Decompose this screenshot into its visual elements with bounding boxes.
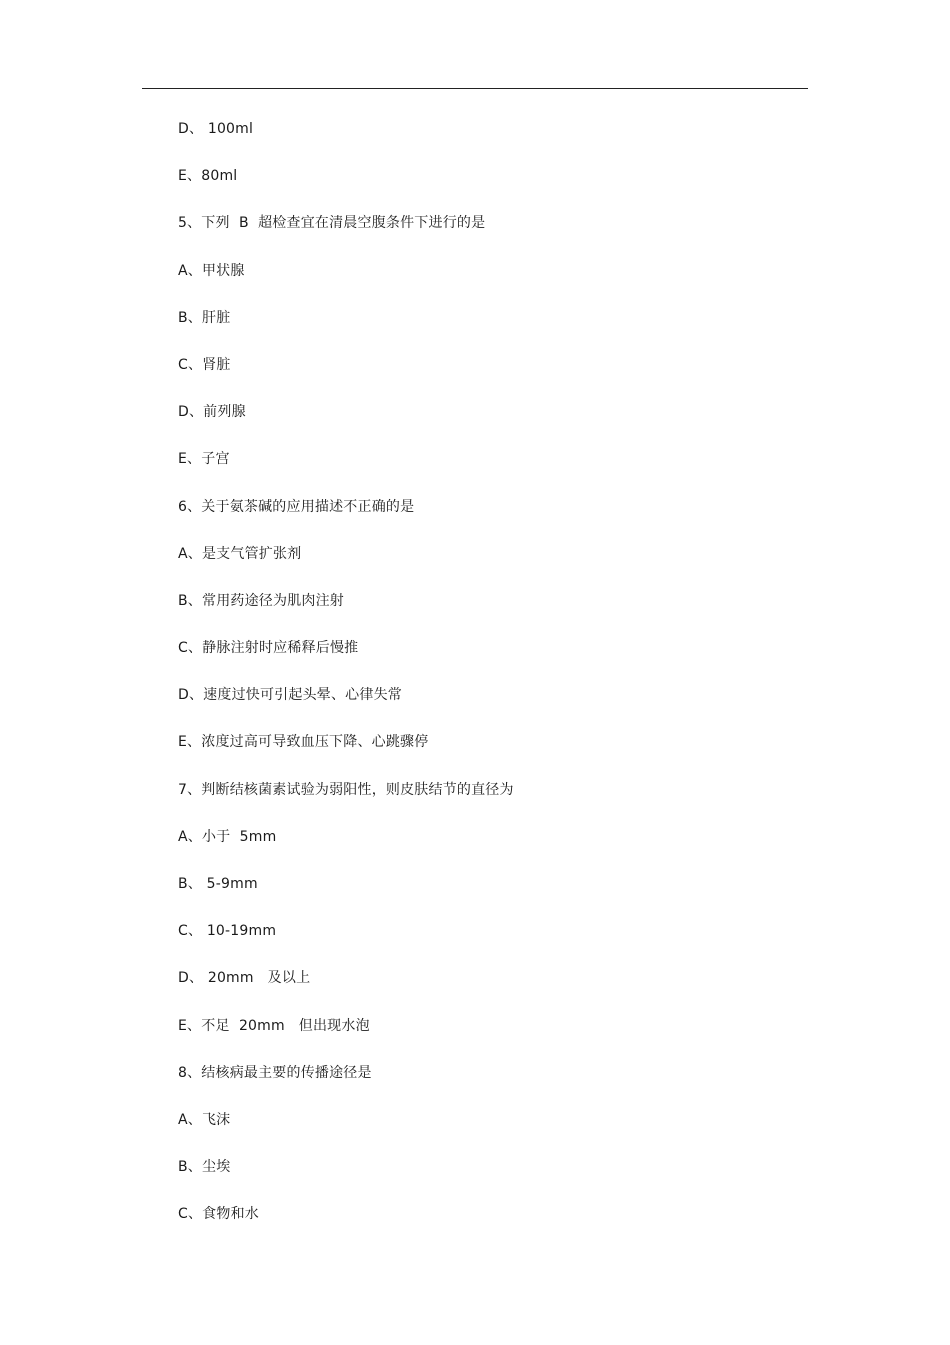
option-5c: C、肾脏	[178, 356, 231, 373]
option-6c: C、静脉注射时应稀释后慢推	[178, 640, 359, 657]
question-7: 7、判断结核菌素试验为弱阳性，则皮肤结节的直径为	[178, 781, 514, 798]
option-6e: E、浓度过高可导致血压下降、心跳骤停	[178, 734, 429, 751]
option-6d: D、速度过快可引起头晕、心律失常	[178, 687, 402, 704]
document-body	[178, 118, 798, 1251]
option-8a: A、飞沫	[178, 1111, 231, 1128]
option-5e: E、子宫	[178, 451, 230, 468]
option-7c: C、 10-19mm	[178, 923, 277, 940]
option-4e: E、80ml	[178, 168, 238, 185]
option-5a: A、甲状腺	[178, 262, 245, 279]
question-8: 8、结核病最主要的传播途径是	[178, 1064, 372, 1081]
option-8c: C、食物和水	[178, 1206, 259, 1223]
option-7e: E、不足 20mm 但出现水泡	[178, 1017, 370, 1034]
option-6a: A、是支气管扩张剂	[178, 545, 302, 562]
option-5d: D、前列腺	[178, 404, 246, 421]
option-4d: D、 100ml	[178, 121, 254, 137]
option-7a: A、小于 5mm	[178, 828, 277, 845]
question-5: 5、下列 B 超检查宜在清晨空腹条件下进行的是	[178, 215, 486, 232]
header-rule	[142, 88, 808, 89]
option-8b: B、尘埃	[178, 1159, 231, 1176]
option-7b: B、 5-9mm	[178, 876, 258, 892]
option-7d: D、 20mm 及以上	[178, 970, 311, 987]
question-6: 6、关于氨茶碱的应用描述不正确的是	[178, 498, 415, 515]
option-5b: B、肝脏	[178, 309, 231, 326]
option-6b: B、常用药途径为肌肉注射	[178, 592, 345, 609]
